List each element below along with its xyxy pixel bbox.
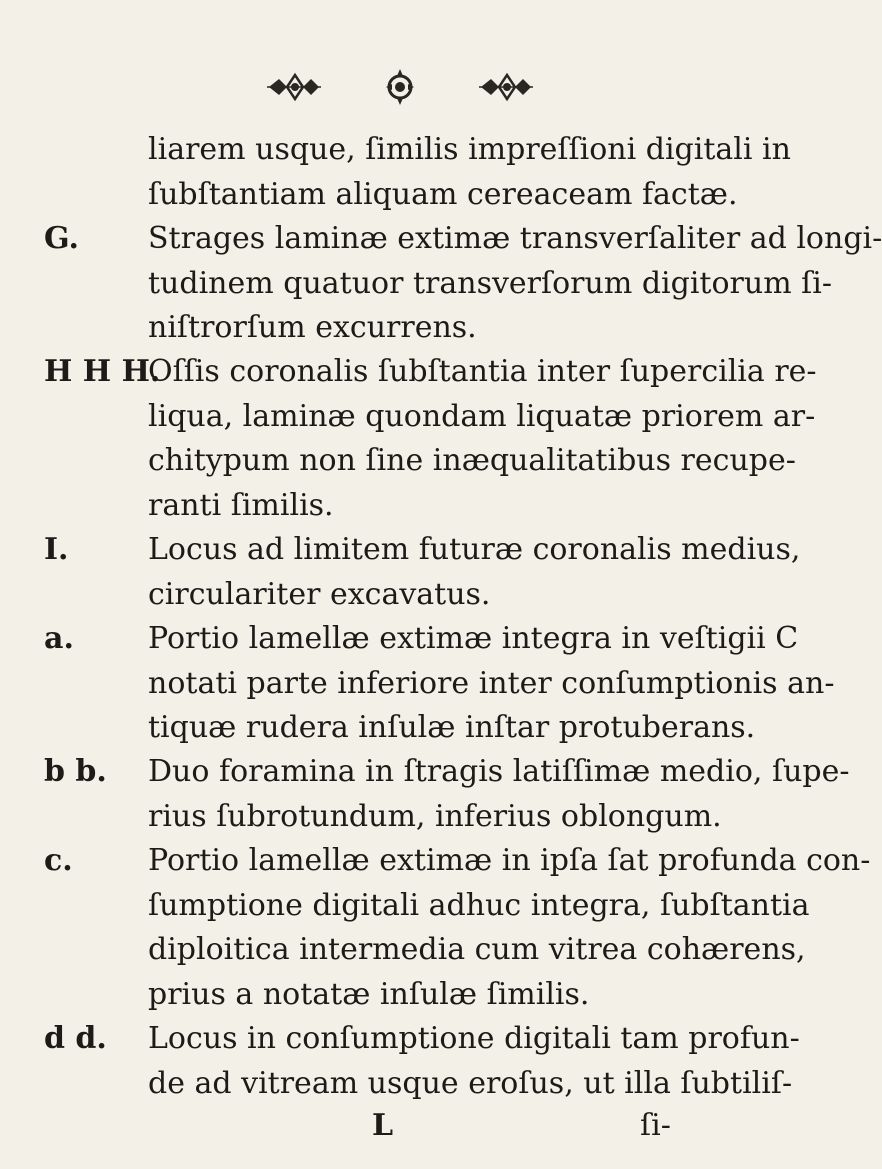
text-line: rius ſubrotundum, inferius oblongum. [148, 798, 722, 834]
text-line: prius a notatæ inſulæ ſimilis. [148, 976, 590, 1012]
entry-text [148, 617, 835, 751]
text-line: de ad vitream usque eroſus, ut illa ſubtiliſ- [148, 1065, 793, 1101]
entry-text [148, 217, 882, 351]
entry-label: I. [44, 532, 69, 567]
catchword: ſi- [640, 1108, 671, 1143]
text-line: circulariter excavatus. [148, 576, 491, 612]
text-line: notati parte inferiore inter conſumptionis an- [148, 665, 835, 701]
text-line: Oſſis coronalis ſubſtantia inter ſupercilia re- [148, 354, 817, 389]
text-line: ranti ſimilis. [148, 487, 334, 523]
text-line: Portio lamellæ extimæ in ipſa ſat profunda con- [148, 843, 871, 878]
text-line: Duo foramina in ſtragis latiſſimæ medio, ſupe- [148, 754, 850, 789]
entry-text [148, 528, 801, 617]
text-line: chitypum non ſine inæqualitatibus recupe- [148, 443, 796, 478]
text-line: diploitica intermedia cum vitrea cohærens, [148, 932, 806, 967]
entry-label: d d. [44, 1021, 107, 1056]
entry-label: G. [44, 221, 79, 256]
text-line: niſtrorſum excurrens. [148, 310, 477, 345]
text-line: tudinem quatuor transverſorum digitorum ſi- [148, 265, 833, 301]
signature-mark: L [372, 1108, 394, 1143]
fleuron-icon [477, 69, 535, 105]
text-line: Strages laminæ extimæ transverſaliter ad longi- [148, 221, 882, 256]
entry-label: H H H. [44, 354, 161, 389]
fleuron-icon [265, 69, 323, 105]
text-line: liqua, laminæ quondam liquatæ priorem ar- [148, 398, 816, 434]
text-line: ſumptione digitali adhuc integra, ſubſtantia [148, 887, 810, 923]
text-line: liarem usque, ſimilis impreſſioni digitali in [148, 132, 791, 167]
text-line: Portio lamellæ extimæ integra in veſtigii C [148, 621, 799, 656]
entry-text [148, 839, 871, 1017]
entry-label: b b. [44, 754, 107, 789]
entry-text [148, 750, 850, 839]
entry-label: a. [44, 621, 74, 656]
rosette-icon [383, 67, 417, 107]
header-ornament [265, 62, 535, 112]
text-line: tiquæ rudera inſulæ inſtar protuberans. [148, 710, 756, 745]
entry-text [148, 1017, 800, 1106]
entry-label: c. [44, 843, 73, 878]
text-line: Locus ad limitem futuræ coronalis medius, [148, 532, 801, 567]
intro-paragraph [148, 128, 791, 217]
entry-text [148, 350, 817, 528]
page-footer [0, 1104, 800, 1148]
text-line: ſubſtantiam aliquam cereaceam factæ. [148, 176, 738, 212]
text-line: Locus in conſumptione digitali tam profun- [148, 1021, 800, 1056]
